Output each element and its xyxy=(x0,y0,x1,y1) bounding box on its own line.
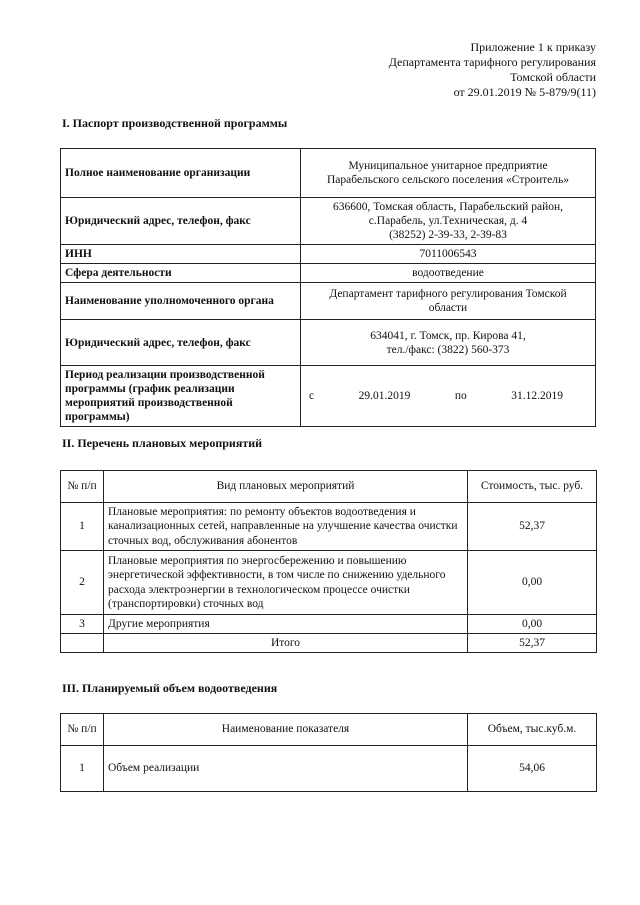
value-line: Парабельского сельского поселения «Строитель» xyxy=(326,174,570,186)
total-label: Итого xyxy=(104,634,468,653)
header-name: Наименование показателя xyxy=(104,714,468,746)
row-value: водоотведение xyxy=(301,264,596,283)
cell-num: 3 xyxy=(61,615,104,634)
row-label: Полное наименование организации xyxy=(61,149,301,198)
header-num: № п/п xyxy=(61,714,104,746)
cell-num: 1 xyxy=(61,746,104,792)
row-label: Юридический адрес, телефон, факс xyxy=(61,320,301,366)
cell-cost: 0,00 xyxy=(468,615,597,634)
volume-table xyxy=(60,713,597,792)
period-to-word: по xyxy=(454,390,467,403)
value-line: с.Парабель, ул.Техническая, д. 4 xyxy=(368,215,528,228)
document-header xyxy=(389,40,596,100)
header-cost: Стоимость, тыс. руб. xyxy=(468,471,597,503)
table-row xyxy=(61,551,597,615)
passport-table xyxy=(60,148,596,427)
table-row xyxy=(61,283,596,320)
table-row xyxy=(61,615,597,634)
period-label: Период реализации производственной программы (график реализации мероприятий производственной программы) xyxy=(61,366,301,427)
header-line: Приложение 1 к приказу xyxy=(470,40,596,54)
cell-volume: 54,06 xyxy=(468,746,597,792)
value-line: 636600, Томская область, Парабельский район, xyxy=(333,201,563,213)
row-value xyxy=(301,149,596,198)
period-to-date: 31.12.2019 xyxy=(511,390,563,403)
row-label: ИНН xyxy=(61,245,301,264)
value-line: области xyxy=(428,302,468,315)
header-line: Томской области xyxy=(510,70,596,84)
cell-name: Объем реализации xyxy=(104,746,468,792)
value-line: Департамент тарифного регулирования Томской xyxy=(329,288,567,301)
cell-num: 1 xyxy=(61,503,104,551)
row-value xyxy=(301,198,596,245)
plans-table xyxy=(60,470,597,653)
table-row xyxy=(61,366,596,427)
row-value: 7011006543 xyxy=(301,245,596,264)
table-row xyxy=(61,245,596,264)
table-header-row xyxy=(61,714,597,746)
header-line: Департамента тарифного регулирования xyxy=(388,55,596,69)
section-1-title: I. Паспорт производственной программы xyxy=(62,116,288,130)
total-empty-cell xyxy=(61,634,104,653)
cell-name: Плановые мероприятия по энергосбережению и повышению энергетической эффективности, в том числе по снижению удельного расхода электроэнергии в технологическом процессе очистки (транспортировки) сточных вод xyxy=(104,551,468,615)
cell-name: Другие мероприятия xyxy=(104,615,468,634)
header-num: № п/п xyxy=(61,471,104,503)
cell-name: Плановые мероприятия: по ремонту объектов водоотведения и канализационных сетей, направленные на улучшение качества очистки сточных вод, обслуживания абонентов xyxy=(104,503,468,551)
total-cost: 52,37 xyxy=(468,634,597,653)
value-line: Муниципальное унитарное предприятие xyxy=(348,159,548,172)
table-row xyxy=(61,198,596,245)
period-from-date: 29.01.2019 xyxy=(358,390,411,403)
header-volume: Объем, тыс.куб.м. xyxy=(468,714,597,746)
value-line: (38252) 2-39-33, 2-39-83 xyxy=(389,229,507,242)
value-line: 634041, г. Томск, пр. Кирова 41, xyxy=(370,329,526,342)
cell-cost: 52,37 xyxy=(468,503,597,551)
row-value xyxy=(301,283,596,320)
table-row xyxy=(61,746,597,792)
table-row xyxy=(61,264,596,283)
table-row xyxy=(61,320,596,366)
value-line: тел./факс: (3822) 560-373 xyxy=(386,343,510,356)
cell-num: 2 xyxy=(61,551,104,615)
header-line: от 29.01.2019 № 5-879/9(11) xyxy=(453,85,596,99)
section-2-title: II. Перечень плановых мероприятий xyxy=(62,436,263,450)
cell-cost: 0,00 xyxy=(468,551,597,615)
period-value xyxy=(301,366,596,427)
table-row xyxy=(61,149,596,198)
row-label: Юридический адрес, телефон, факс xyxy=(61,198,301,245)
table-row xyxy=(61,503,597,551)
table-header-row xyxy=(61,471,597,503)
period-from-word: с xyxy=(309,390,315,403)
total-row xyxy=(61,634,597,653)
section-3-title: III. Планируемый объем водоотведения xyxy=(62,681,278,695)
row-label: Сфера деятельности xyxy=(61,264,301,283)
header-name: Вид плановых мероприятий xyxy=(104,471,468,503)
row-label: Наименование уполномоченного органа xyxy=(61,283,301,320)
row-value xyxy=(301,320,596,366)
